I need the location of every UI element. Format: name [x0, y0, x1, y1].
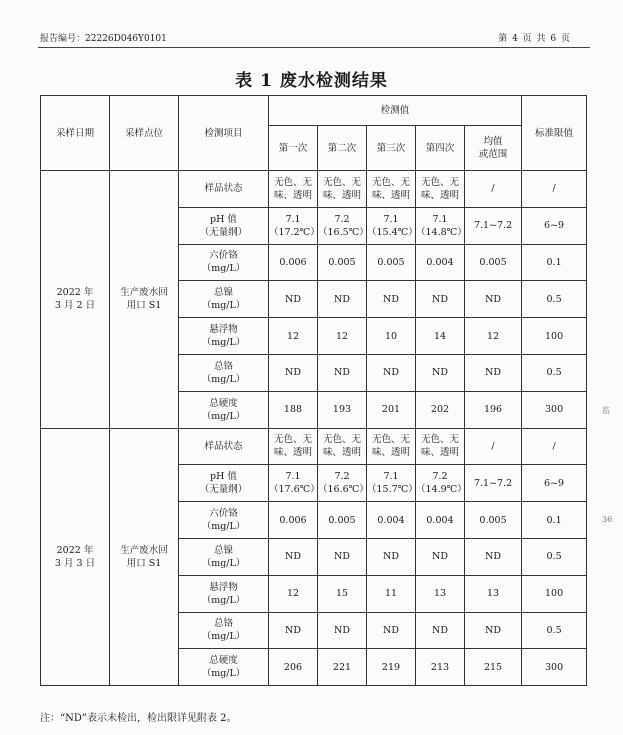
- cell-line: 均值: [483, 136, 503, 147]
- cell-line: 206: [283, 661, 303, 673]
- cell-line: （无量纲）: [199, 484, 248, 496]
- test-value: [367, 281, 416, 318]
- test-value: [416, 465, 465, 502]
- average-value: 13: [465, 575, 522, 612]
- test-value: [269, 171, 318, 208]
- test-value: [269, 281, 318, 318]
- cell-line: 总铬: [213, 618, 233, 630]
- test-item: [179, 428, 269, 465]
- test-value: [367, 244, 416, 281]
- cell-line: 味、透明: [371, 447, 410, 459]
- cell-line: ND: [285, 367, 301, 379]
- cell-line: ND: [334, 624, 350, 636]
- header-run: 第一次: [269, 126, 318, 171]
- test-value: [416, 391, 465, 428]
- cell-line: 10: [384, 330, 398, 342]
- cell-line: 7.1: [285, 213, 301, 225]
- cell-line: 0.006: [279, 514, 307, 526]
- header-average: [465, 126, 522, 171]
- cell-line: 0.006: [279, 256, 307, 268]
- test-value: [367, 538, 416, 575]
- header-divider: [38, 47, 590, 48]
- cell-line: 无色、无: [371, 176, 410, 188]
- test-value: [367, 575, 416, 612]
- cell-line: 味、透明: [273, 447, 312, 459]
- cell-line: ND: [383, 293, 399, 305]
- header-date: 采样日期: [41, 96, 110, 171]
- cell-line: 7.1: [432, 213, 448, 225]
- test-value: [416, 502, 465, 539]
- cell-line: 12: [286, 330, 300, 342]
- cell-line: 无色、无: [420, 434, 459, 446]
- test-value: [318, 428, 367, 465]
- cell-line: ND: [432, 624, 448, 636]
- test-value: [318, 171, 367, 208]
- standard-limit: 0.5: [522, 281, 587, 318]
- test-value: [269, 649, 318, 686]
- cell-line: 或范围: [478, 149, 508, 160]
- cell-line: 味、透明: [273, 189, 312, 201]
- cell-line: 无色、无: [322, 434, 361, 446]
- cell-line: （mg/L）: [201, 594, 246, 606]
- cell-line: ND: [383, 367, 399, 379]
- average-value: 12: [465, 318, 522, 355]
- cell-line: 12: [335, 330, 349, 342]
- test-item: [179, 575, 269, 612]
- average-value: 0.005: [465, 244, 522, 281]
- header-point: 采样点位: [110, 96, 179, 171]
- cell-line: ND: [285, 293, 301, 305]
- standard-limit: 0.5: [522, 538, 587, 575]
- cell-line: （14.9℃）: [416, 484, 467, 496]
- average-value: 7.1~7.2: [465, 207, 522, 244]
- cell-line: 188: [283, 404, 303, 416]
- test-item: [179, 612, 269, 649]
- cell-line: 总铬: [213, 360, 233, 372]
- cell-line: 213: [430, 661, 450, 673]
- test-value: [367, 171, 416, 208]
- cell-line: 无色、无: [273, 176, 312, 188]
- cell-line: 味、透明: [420, 189, 459, 201]
- cell-line: ND: [383, 551, 399, 563]
- cell-line: ND: [285, 624, 301, 636]
- cell-line: 11: [384, 588, 398, 600]
- sampling-date: [41, 171, 110, 429]
- test-value: [367, 612, 416, 649]
- test-value: [269, 318, 318, 355]
- test-item: [179, 354, 269, 391]
- test-value: [367, 391, 416, 428]
- header-run: 第二次: [318, 126, 367, 171]
- cell-line: 2022 年: [56, 544, 94, 556]
- margin-stamp-text: 监: [602, 406, 610, 415]
- standard-limit: 0.5: [522, 354, 587, 391]
- cell-line: 味、透明: [420, 447, 459, 459]
- cell-line: （16.5℃）: [318, 226, 369, 238]
- cell-line: （17.2℃）: [269, 226, 320, 238]
- test-value: [416, 318, 465, 355]
- cell-line: 3 月 2 日: [54, 300, 96, 312]
- cell-line: （mg/L）: [201, 668, 246, 680]
- cell-line: ND: [432, 367, 448, 379]
- cell-line: 12: [286, 588, 300, 600]
- test-value: [367, 465, 416, 502]
- cell-line: 无色、无: [273, 434, 312, 446]
- test-value: [416, 538, 465, 575]
- cell-line: ND: [334, 293, 350, 305]
- header-item: 检测项目: [179, 96, 269, 171]
- test-value: [269, 575, 318, 612]
- cell-line: 用口 S1: [126, 300, 162, 312]
- cell-line: 201: [381, 404, 401, 416]
- margin-stamp-number: 36: [602, 515, 613, 524]
- cell-line: 3 月 3 日: [54, 557, 96, 569]
- cell-line: （15.7℃）: [367, 484, 418, 496]
- test-value: [318, 244, 367, 281]
- header-run: 第四次: [416, 126, 465, 171]
- cell-line: （17.6℃）: [269, 484, 320, 496]
- test-value: [318, 538, 367, 575]
- test-value: [416, 354, 465, 391]
- table-row: [41, 171, 587, 208]
- cell-line: （mg/L）: [201, 521, 246, 533]
- average-value: ND: [465, 354, 522, 391]
- cell-line: 7.2: [334, 213, 350, 225]
- cell-line: 15: [335, 588, 349, 600]
- cell-line: 六价铬: [209, 250, 238, 262]
- test-value: [416, 281, 465, 318]
- cell-line: 悬浮物: [209, 324, 238, 336]
- cell-line: 193: [332, 404, 352, 416]
- table-title: 表 1 废水检测结果: [235, 71, 388, 91]
- test-item: [179, 538, 269, 575]
- average-value: ND: [465, 281, 522, 318]
- cell-line: 2022 年: [56, 287, 94, 299]
- average-value: 7.1~7.2: [465, 465, 522, 502]
- cell-line: 样品状态: [204, 440, 243, 452]
- sampling-point: [110, 428, 179, 686]
- standard-limit: 300: [522, 391, 587, 428]
- cell-line: 0.005: [377, 256, 405, 268]
- cell-line: 0.005: [328, 256, 356, 268]
- test-value: [269, 502, 318, 539]
- test-value: [367, 354, 416, 391]
- cell-line: 202: [430, 404, 450, 416]
- test-value: [416, 244, 465, 281]
- test-value: [318, 281, 367, 318]
- test-value: [416, 428, 465, 465]
- average-value: 196: [465, 391, 522, 428]
- cell-line: 0.005: [328, 514, 356, 526]
- test-value: [269, 538, 318, 575]
- cell-line: 221: [332, 661, 352, 673]
- cell-line: 生产废水回: [120, 544, 168, 556]
- test-item: [179, 171, 269, 208]
- cell-line: 0.004: [426, 514, 454, 526]
- test-value: [416, 649, 465, 686]
- average-value: 215: [465, 649, 522, 686]
- test-value: [269, 354, 318, 391]
- cell-line: （mg/L）: [201, 300, 246, 312]
- standard-limit: 6~9: [522, 465, 587, 502]
- sampling-point: [110, 171, 179, 429]
- cell-line: 味、透明: [322, 189, 361, 201]
- cell-line: 7.1: [285, 471, 301, 483]
- header-limit: 标准限值: [522, 96, 587, 171]
- cell-line: （14.8℃）: [416, 226, 467, 238]
- cell-line: （16.6℃）: [318, 484, 369, 496]
- cell-line: ND: [334, 551, 350, 563]
- standard-limit: 0.5: [522, 612, 587, 649]
- test-item: [179, 244, 269, 281]
- cell-line: 7.1: [383, 471, 399, 483]
- standard-limit: 300: [522, 649, 587, 686]
- test-item: [179, 502, 269, 539]
- average-value: ND: [465, 612, 522, 649]
- test-item: [179, 649, 269, 686]
- cell-line: 7.2: [432, 471, 448, 483]
- average-value: /: [465, 428, 522, 465]
- cell-line: 7.2: [334, 471, 350, 483]
- test-item: [179, 281, 269, 318]
- cell-line: （mg/L）: [201, 631, 246, 643]
- test-value: [269, 465, 318, 502]
- cell-line: pH 值: [210, 213, 237, 225]
- test-value: [416, 171, 465, 208]
- standard-limit: 100: [522, 318, 587, 355]
- cell-line: 六价铬: [209, 508, 238, 520]
- test-value: [269, 244, 318, 281]
- cell-line: （mg/L）: [201, 263, 246, 275]
- cell-line: 7.1: [383, 213, 399, 225]
- test-value: [318, 612, 367, 649]
- footnote: 注：“ND”表示未检出，检出限详见附表 2。: [40, 713, 237, 724]
- cell-line: 219: [381, 661, 401, 673]
- cell-line: 总硬度: [209, 655, 238, 667]
- test-value: [269, 612, 318, 649]
- cell-line: 样品状态: [204, 183, 243, 195]
- average-value: ND: [465, 538, 522, 575]
- cell-line: 14: [433, 330, 447, 342]
- test-value: [318, 207, 367, 244]
- test-value: [318, 354, 367, 391]
- test-value: [318, 465, 367, 502]
- standard-limit: 6~9: [522, 207, 587, 244]
- cell-line: 悬浮物: [209, 581, 238, 593]
- cell-line: （mg/L）: [201, 337, 246, 349]
- standard-limit: 0.1: [522, 244, 587, 281]
- report-number: 报告编号：22226D046Y0101: [40, 34, 167, 44]
- cell-line: pH 值: [210, 471, 237, 483]
- table-row: [41, 428, 587, 465]
- header-row: [41, 96, 587, 126]
- cell-line: ND: [285, 551, 301, 563]
- cell-line: （mg/L）: [201, 410, 246, 422]
- cell-line: 总镍: [213, 287, 233, 299]
- test-item: [179, 465, 269, 502]
- cell-line: （mg/L）: [201, 373, 246, 385]
- test-value: [318, 649, 367, 686]
- cell-line: ND: [432, 551, 448, 563]
- header-values: 检测值: [269, 96, 522, 126]
- standard-limit: 100: [522, 575, 587, 612]
- cell-line: ND: [334, 367, 350, 379]
- standard-limit: 0.1: [522, 502, 587, 539]
- cell-line: 用口 S1: [126, 557, 162, 569]
- cell-line: 总硬度: [209, 397, 238, 409]
- test-item: [179, 391, 269, 428]
- test-value: [416, 612, 465, 649]
- cell-line: 总镍: [213, 544, 233, 556]
- test-value: [269, 391, 318, 428]
- test-value: [367, 318, 416, 355]
- test-value: [318, 318, 367, 355]
- test-value: [416, 575, 465, 612]
- sampling-date: [41, 428, 110, 686]
- wastewater-results-table: [40, 95, 587, 686]
- average-value: /: [465, 171, 522, 208]
- test-value: [416, 207, 465, 244]
- test-value: [318, 391, 367, 428]
- page-info: 第 4 页 共 6 页: [498, 34, 571, 44]
- cell-line: （无量纲）: [199, 226, 248, 238]
- header-run: 第三次: [367, 126, 416, 171]
- cell-line: （15.4℃）: [367, 226, 418, 238]
- cell-line: ND: [432, 293, 448, 305]
- cell-line: 0.004: [426, 256, 454, 268]
- cell-line: 味、透明: [371, 189, 410, 201]
- cell-line: 无色、无: [322, 176, 361, 188]
- test-item: [179, 318, 269, 355]
- cell-line: 无色、无: [420, 176, 459, 188]
- test-value: [367, 428, 416, 465]
- test-value: [318, 502, 367, 539]
- test-value: [269, 207, 318, 244]
- cell-line: （mg/L）: [201, 557, 246, 569]
- cell-line: ND: [383, 624, 399, 636]
- cell-line: 0.004: [377, 514, 405, 526]
- test-value: [318, 575, 367, 612]
- test-item: [179, 207, 269, 244]
- cell-line: 味、透明: [322, 447, 361, 459]
- standard-limit: /: [522, 171, 587, 208]
- cell-line: 无色、无: [371, 434, 410, 446]
- cell-line: 13: [433, 588, 447, 600]
- test-value: [367, 502, 416, 539]
- test-value: [269, 428, 318, 465]
- standard-limit: /: [522, 428, 587, 465]
- test-value: [367, 207, 416, 244]
- cell-line: 生产废水回: [120, 287, 168, 299]
- test-value: [367, 649, 416, 686]
- average-value: 0.005: [465, 502, 522, 539]
